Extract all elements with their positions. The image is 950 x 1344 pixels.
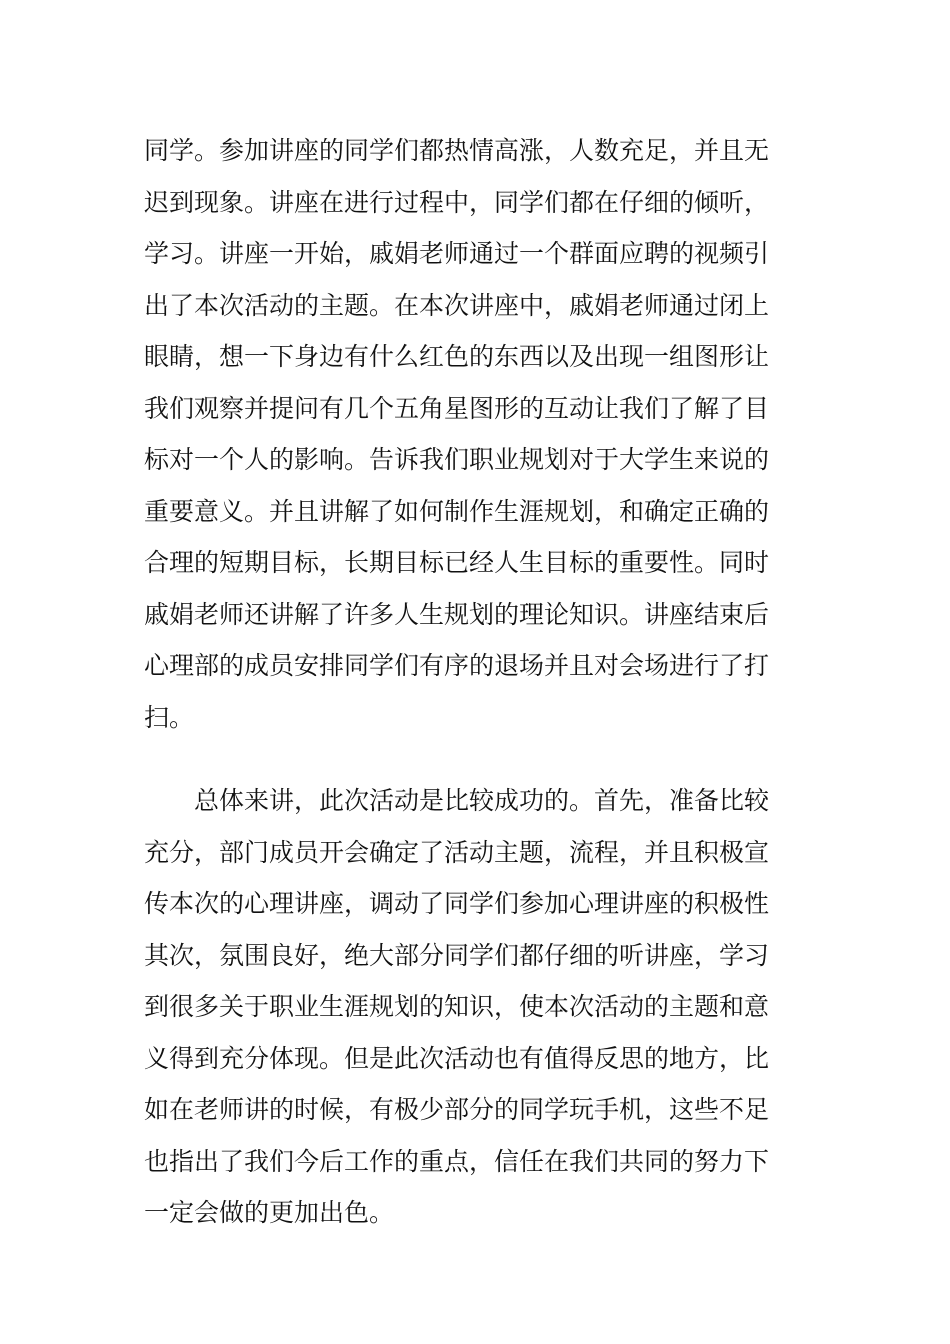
text-line: 合理的短期目标，长期目标已经人生目标的重要性。同时 (144, 548, 770, 577)
paragraph-overall-evaluation (144, 775, 809, 1239)
text-line: 一定会做的更加出色。 (144, 1198, 395, 1227)
text-line: 到很多关于职业生涯规划的知识，使本次活动的主题和意 (144, 992, 770, 1021)
text-line: 也指出了我们今后工作的重点，信任在我们共同的努力下 (144, 1146, 770, 1176)
text-line: 眼睛，想一下身边有什么红色的东西以及出现一组图形让 (144, 342, 770, 371)
text-line: 传本次的心理讲座，调动了同学们参加心理讲座的积极性 (144, 889, 770, 918)
text-line: 迟到现象。讲座在进行过程中，同学们都在仔细的倾听， (144, 187, 770, 217)
text-line: 总体来讲，此次活动是比较成功的。首先，准备比较 (144, 786, 770, 815)
text-line: 戚娟老师还讲解了许多人生规划的理论知识。讲座结束后 (144, 599, 770, 629)
text-line: 充分，部门成员开会确定了活动主题，流程，并且积极宣 (144, 837, 770, 867)
text-line: 学习。讲座一开始，戚娟老师通过一个群面应聘的视频引 (144, 239, 770, 268)
text-line: 如在老师讲的时候，有极少部分的同学玩手机，这些不足 (144, 1095, 770, 1124)
text-line: 同学。参加讲座的同学们都热情高涨，人数充足，并且无 (144, 136, 770, 165)
text-line: 其次，氛围良好，绝大部分同学们都仔细的听讲座，学习 (144, 940, 770, 970)
text-line: 我们观察并提问有几个五角星图形的互动让我们了解了目 (144, 393, 770, 423)
text-line: 扫。 (144, 702, 195, 732)
text-line: 义得到充分体现。但是此次活动也有值得反思的地方，比 (144, 1043, 770, 1073)
text-line: 标对一个人的影响。告诉我们职业规划对于大学生来说的 (144, 445, 770, 474)
text-line: 出了本次活动的主题。在本次讲座中，戚娟老师通过闭上 (144, 290, 770, 320)
text-line: 心理部的成员安排同学们有序的退场并且对会场进行了打 (144, 651, 770, 680)
text-line: 重要意义。并且讲解了如何制作生涯规划，和确定正确的 (144, 496, 770, 526)
paragraph-lecture-summary (144, 125, 809, 743)
